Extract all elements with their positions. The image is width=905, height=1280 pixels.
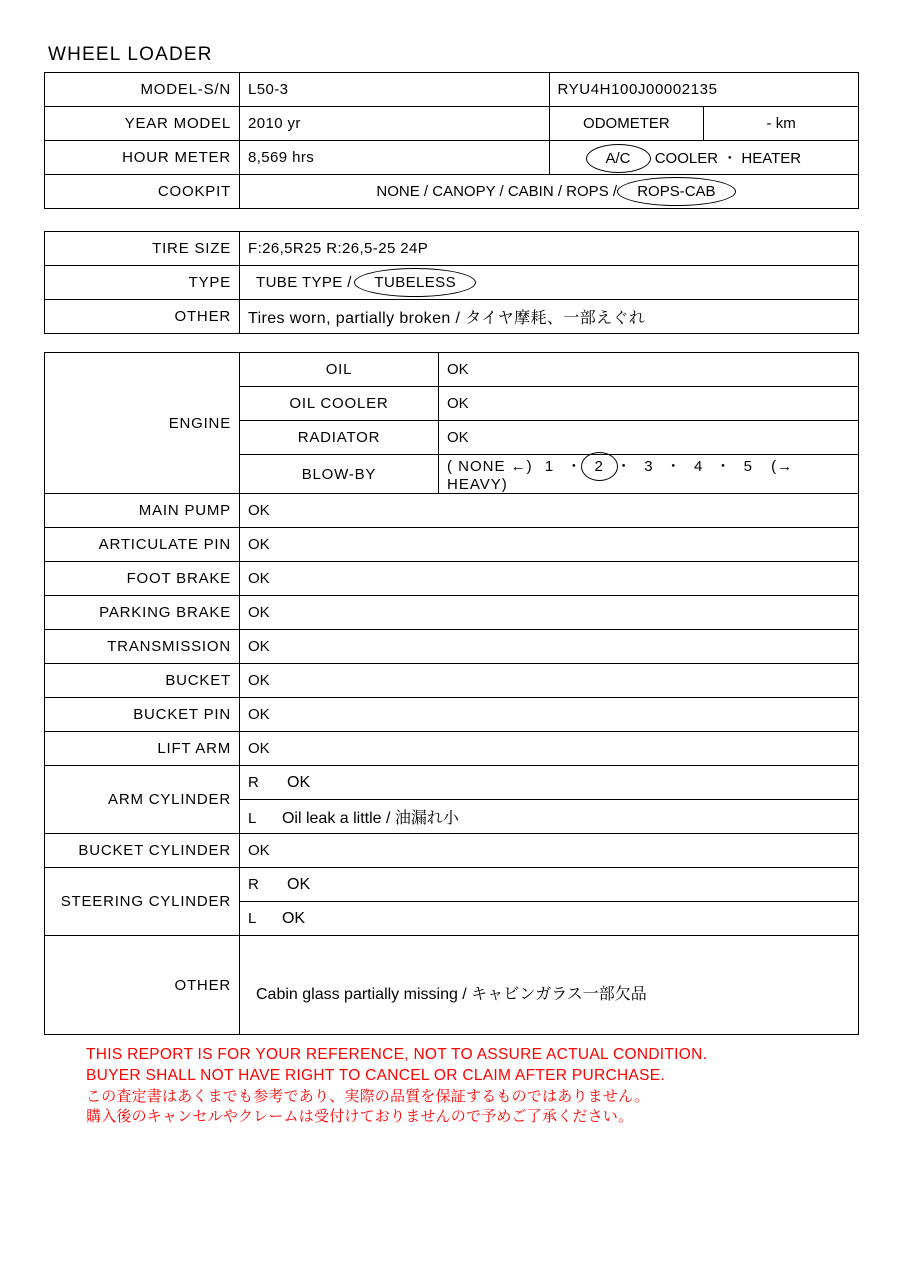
bucket-label: BUCKET	[45, 664, 240, 698]
arm-cylinder-r-mark: R	[248, 773, 259, 791]
bucket-cylinder-value: OK	[240, 834, 859, 868]
odometer-label: ODOMETER	[549, 107, 704, 141]
notice-line-4: 購入後のキャンセルやクレームは受付けておりませんので予めご了承ください。	[86, 1108, 634, 1126]
cookpit-label: COOKPIT	[45, 175, 240, 209]
bucket-cylinder-label: BUCKET CYLINDER	[45, 834, 240, 868]
table-row	[45, 232, 859, 266]
hour-meter-value: 8,569 hrs	[240, 141, 550, 175]
steering-cylinder-l-mark: L	[248, 909, 256, 927]
tire-size-value: F:26,5R25 R:26,5-25 24P	[240, 232, 859, 266]
bucket-pin-label: BUCKET PIN	[45, 698, 240, 732]
cookpit-options-text: NONE / CANOPY / CABIN / ROPS /	[376, 183, 618, 200]
table-row	[45, 834, 859, 868]
tire-other-value: Tires worn, partially broken / タイヤ摩耗、一部えぐれ	[240, 300, 859, 334]
table-row	[45, 562, 859, 596]
engine-blowby-scale: ( NONE ←) 1 ・ 2 ・ 3 ・ 4 ・ 5 (→ HEAVY)	[439, 455, 859, 494]
transmission-value: OK	[240, 630, 859, 664]
cookpit-selected-ropscab[interactable]: ROPS-CAB	[631, 182, 721, 201]
engine-radiator-label: RADIATOR	[240, 421, 439, 455]
notice-line-3: この査定書はあくまでも参考であり、実際の品質を保証するものではありません。	[86, 1087, 650, 1105]
spacer	[44, 334, 859, 352]
table-row	[45, 868, 859, 902]
arm-cylinder-r-value: OK	[287, 773, 311, 791]
table-row	[45, 266, 859, 300]
steering-cylinder-right-cell	[240, 868, 859, 902]
steering-cylinder-r-value: OK	[287, 875, 311, 893]
page-title: WHEEL LOADER	[48, 44, 213, 65]
arm-cylinder-label: ARM CYLINDER	[45, 766, 240, 834]
inspection-table	[44, 352, 859, 1035]
model-value: L50-3	[240, 73, 550, 107]
legal-notice	[86, 1045, 859, 1127]
table-row	[45, 936, 859, 1035]
year-model-value: 2010 yr	[240, 107, 550, 141]
arm-cylinder-l-mark: L	[248, 810, 256, 827]
table-row	[45, 73, 859, 107]
blowby-prefix: ( NONE ←)	[447, 458, 533, 475]
engine-blowby-label: BLOW-BY	[240, 455, 439, 494]
table-row	[45, 664, 859, 698]
main-pump-value: OK	[240, 494, 859, 528]
blowby-option-3[interactable]: 3	[644, 458, 654, 475]
table-row	[45, 494, 859, 528]
arm-cylinder-left-cell	[240, 800, 859, 834]
engine-oil-value: OK	[439, 353, 859, 387]
steering-cylinder-l-value: OK	[281, 909, 306, 927]
table-row	[45, 732, 859, 766]
table-row	[45, 107, 859, 141]
bucket-value: OK	[240, 664, 859, 698]
blowby-option-1[interactable]: 1	[544, 458, 555, 475]
engine-oil-cooler-label: OIL COOLER	[240, 387, 439, 421]
year-model-label: YEAR MODEL	[45, 107, 240, 141]
blowby-option-4[interactable]: 4	[693, 458, 704, 475]
table-row	[45, 630, 859, 664]
hour-meter-label: HOUR METER	[45, 141, 240, 175]
climate-options-cell	[549, 141, 859, 175]
table-row	[45, 596, 859, 630]
machine-header-table	[44, 72, 859, 209]
serial-number-value: RYU4H100J00002135	[549, 73, 859, 107]
foot-brake-value: OK	[240, 562, 859, 596]
tire-other-label: OTHER	[45, 300, 240, 334]
engine-radiator-value: OK	[439, 421, 859, 455]
blowby-option-2-selected[interactable]: 2	[588, 458, 611, 475]
engine-oil-label: OIL	[240, 353, 439, 387]
climate-other-options: COOLER ・ HEATER	[654, 150, 802, 167]
table-row	[45, 528, 859, 562]
arm-cylinder-l-value: Oil leak a little / 油漏れ小	[281, 810, 459, 827]
articulate-pin-value: OK	[240, 528, 859, 562]
table-row	[45, 766, 859, 800]
engine-label: ENGINE	[45, 353, 240, 494]
model-label: MODEL-S/N	[45, 73, 240, 107]
other-label: OTHER	[45, 936, 240, 1035]
table-row	[45, 175, 859, 209]
engine-oil-cooler-value: OK	[439, 387, 859, 421]
lift-arm-value: OK	[240, 732, 859, 766]
lift-arm-label: LIFT ARM	[45, 732, 240, 766]
climate-selected-ac[interactable]: A/C	[600, 149, 637, 168]
tire-type-cell	[240, 266, 859, 300]
table-row	[45, 353, 859, 387]
table-row	[45, 141, 859, 175]
bucket-pin-value: OK	[240, 698, 859, 732]
other-value: Cabin glass partially missing / キャビンガラス一部欠品	[256, 985, 647, 1003]
tire-type-label: TYPE	[45, 266, 240, 300]
table-row	[45, 698, 859, 732]
blowby-suffix: (→ HEAVY)	[447, 458, 794, 493]
odometer-value: - km	[704, 107, 859, 141]
transmission-label: TRANSMISSION	[45, 630, 240, 664]
notice-line-1: THIS REPORT IS FOR YOUR REFERENCE, NOT TO ASSURE ACTUAL CONDITION.	[86, 1046, 708, 1063]
notice-line-2: BUYER SHALL NOT HAVE RIGHT TO CANCEL OR CLAIM AFTER PURCHASE.	[86, 1066, 666, 1084]
arm-cylinder-right-cell	[240, 766, 859, 800]
tire-size-label: TIRE SIZE	[45, 232, 240, 266]
steering-cylinder-r-mark: R	[248, 875, 259, 893]
main-pump-label: MAIN PUMP	[45, 494, 240, 528]
steering-cylinder-left-cell	[240, 902, 859, 936]
foot-brake-label: FOOT BRAKE	[45, 562, 240, 596]
steering-cylinder-label: STEERING CYLINDER	[45, 868, 240, 936]
spacer	[44, 209, 859, 231]
cookpit-options-cell	[240, 175, 859, 209]
parking-brake-label: PARKING BRAKE	[45, 596, 240, 630]
blowby-option-5[interactable]: 5	[743, 458, 753, 475]
table-row	[45, 300, 859, 334]
parking-brake-value: OK	[240, 596, 859, 630]
articulate-pin-label: ARTICULATE PIN	[45, 528, 240, 562]
tire-table	[44, 231, 859, 334]
other-value-cell	[240, 936, 859, 1035]
tire-type-selected-tubeless[interactable]: TUBELESS	[368, 273, 462, 292]
tire-type-options: TUBE TYPE /	[256, 274, 352, 291]
